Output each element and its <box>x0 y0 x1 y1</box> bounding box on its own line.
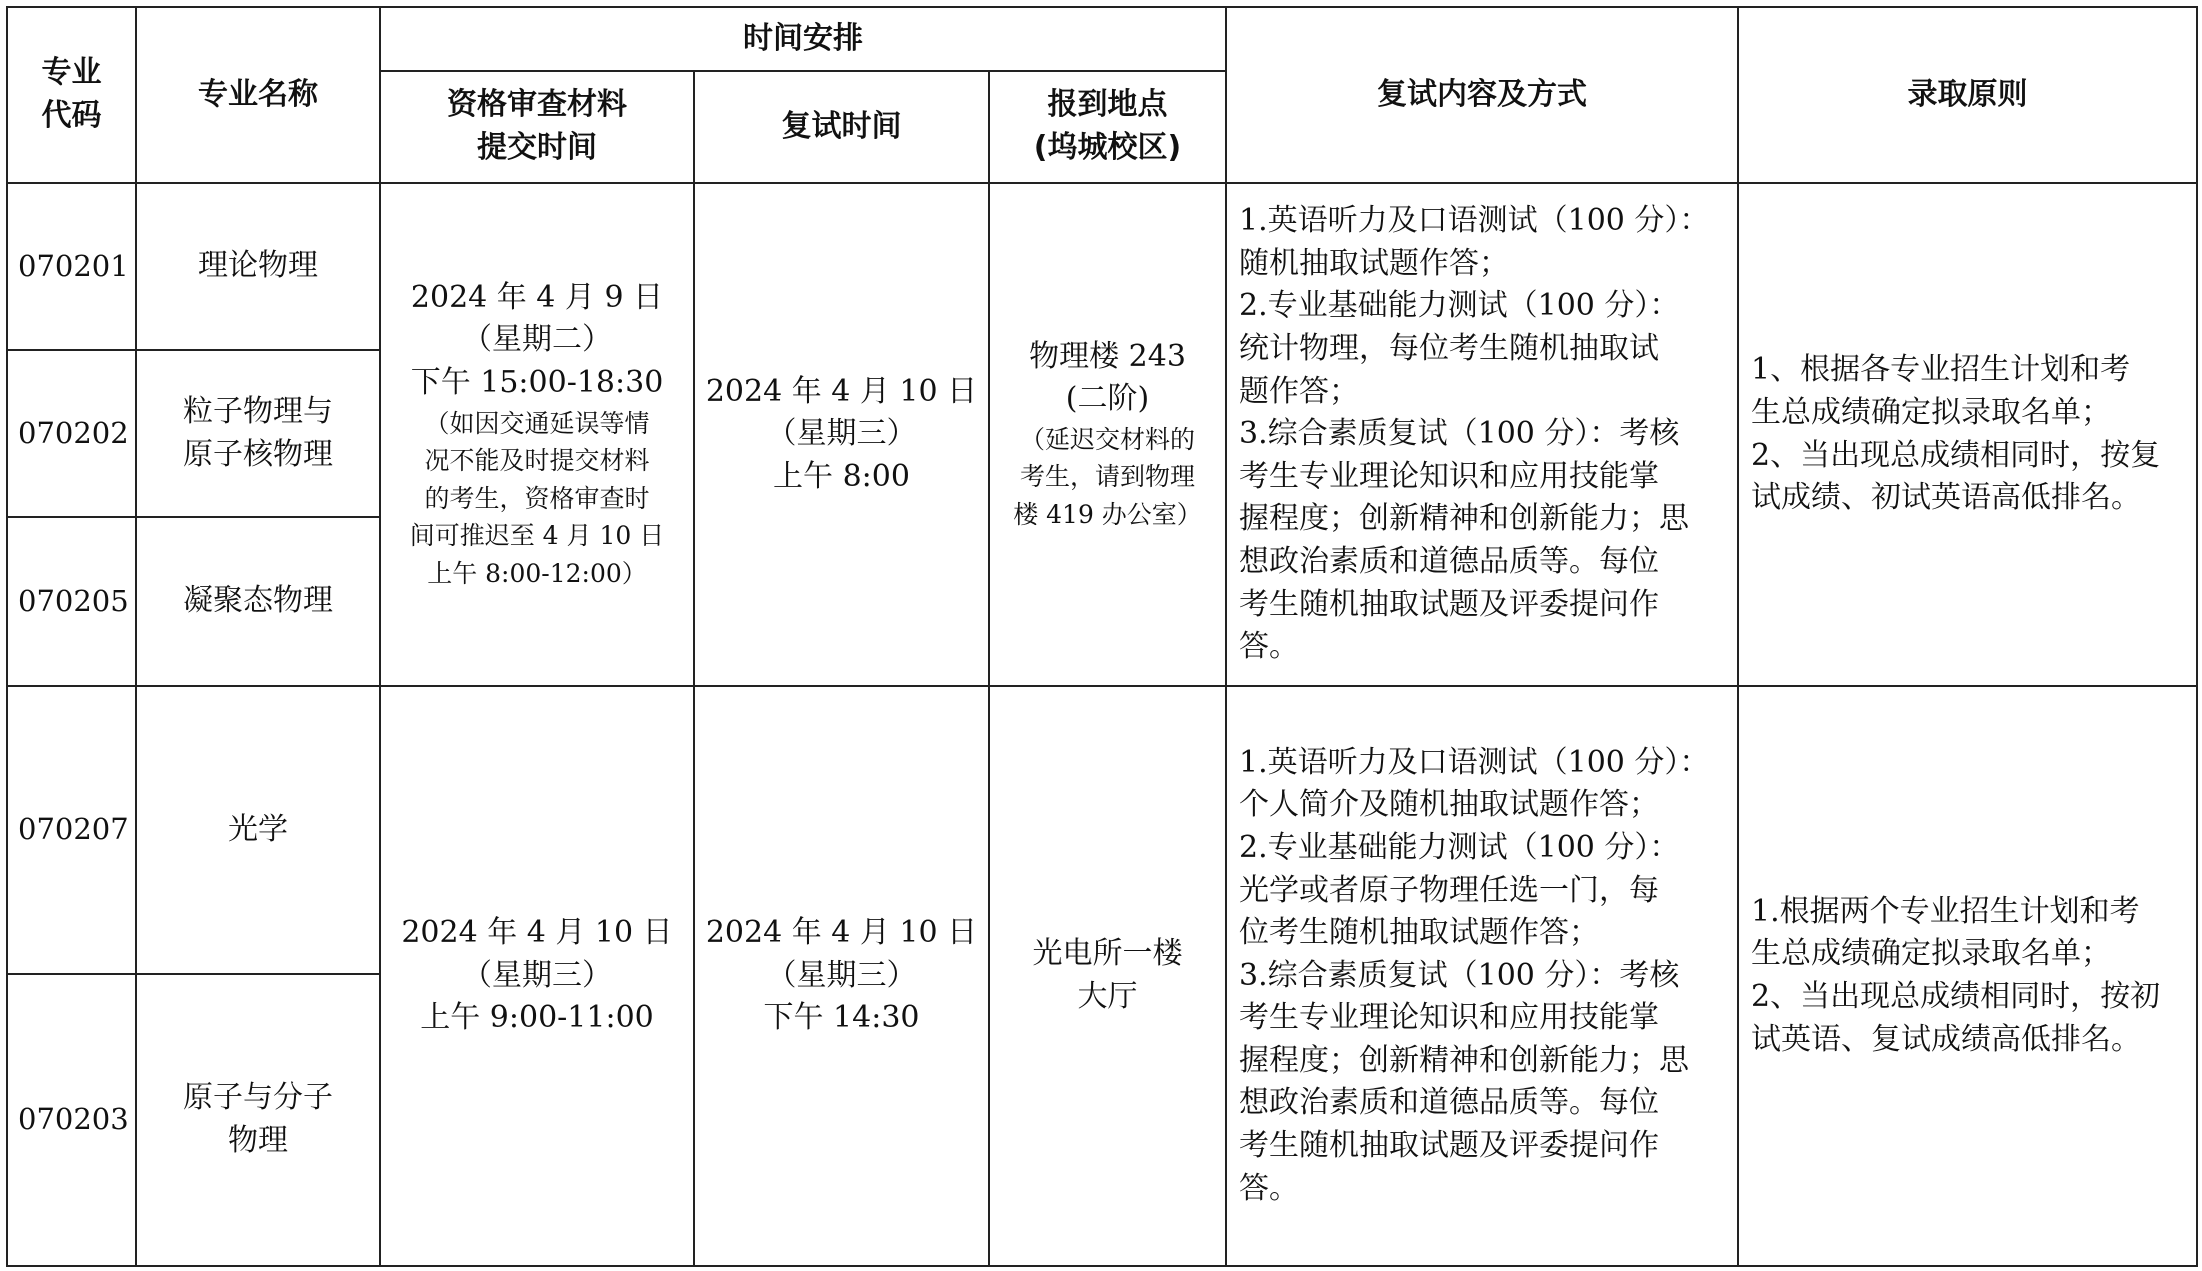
header-retest-time: 复试时间 <box>694 71 989 183</box>
header-principle: 录取原则 <box>1738 7 2197 183</box>
group2-location: 光电所一楼 大厅 <box>989 686 1226 1266</box>
header-location: 报到地点 (坞城校区) <box>989 71 1226 183</box>
name-condensed-matter-physics: 凝聚态物理 <box>136 517 380 686</box>
group1-location: 物理楼 243 (二阶) （延迟交材料的 考生，请到物理 楼 419 办公室） <box>989 183 1226 686</box>
header-schedule: 时间安排 <box>380 7 1226 71</box>
group1-retest-time: 2024 年 4 月 10 日 （星期三） 上午 8:00 <box>694 183 989 686</box>
group2-submit-time: 2024 年 4 月 10 日 （星期三） 上午 9:00-11:00 <box>380 686 694 1266</box>
code-070201: 070201 <box>7 183 136 350</box>
code-070207: 070207 <box>7 686 136 974</box>
group1-content: 1.英语听力及口语测试（100 分）： 随机抽取试题作答； 2.专业基础能力测试（100 分）： 统计物理，每位考生随机抽取试 题作答； 3.综合素质复试（100 分）：考核 考生专业理论知识和应用技能掌 握程度；创新精神和创新能力；思 想政治素质和道德品质等。每位 考生随机抽取试题及评委提问作 答。 <box>1226 183 1738 686</box>
code-070205: 070205 <box>7 517 136 686</box>
name-atomic-molecular-physics: 原子与分子 物理 <box>136 974 380 1266</box>
code-070203: 070203 <box>7 974 136 1266</box>
code-070202: 070202 <box>7 350 136 517</box>
name-particle-nuclear-physics: 粒子物理与 原子核物理 <box>136 350 380 517</box>
group1-principle: 1、根据各专业招生计划和考 生总成绩确定拟录取名单； 2、当出现总成绩相同时，按复 试成绩、初试英语高低排名。 <box>1738 183 2197 686</box>
name-optics: 光学 <box>136 686 380 974</box>
group2-retest-time: 2024 年 4 月 10 日 （星期三） 下午 14:30 <box>694 686 989 1266</box>
group1-submit-time: 2024 年 4 月 9 日 （星期二） 下午 15:00-18:30 （如因交通延误等情 况不能及时提交材料 的考生，资格审查时 间可推迟至 4 月 10 日 上午 8:00-12:00） <box>380 183 694 686</box>
admission-table <box>6 6 2198 1267</box>
header-code: 专业 代码 <box>7 7 136 183</box>
group2-principle: 1.根据两个专业招生计划和考 生总成绩确定拟录取名单； 2、当出现总成绩相同时，按初 试英语、复试成绩高低排名。 <box>1738 686 2197 1266</box>
group2-content: 1.英语听力及口语测试（100 分）： 个人简介及随机抽取试题作答； 2.专业基础能力测试（100 分）： 光学或者原子物理任选一门，每 位考生随机抽取试题作答； 3.综合素质复试（100 分）：考核 考生专业理论知识和应用技能掌 握程度；创新精神和创新能力；思 想政治素质和道德品质等。每位 考生随机抽取试题及评委提问作 答。 <box>1226 686 1738 1266</box>
name-theoretical-physics: 理论物理 <box>136 183 380 350</box>
header-content: 复试内容及方式 <box>1226 7 1738 183</box>
header-submit: 资格审查材料 提交时间 <box>380 71 694 183</box>
header-name: 专业名称 <box>136 7 380 183</box>
